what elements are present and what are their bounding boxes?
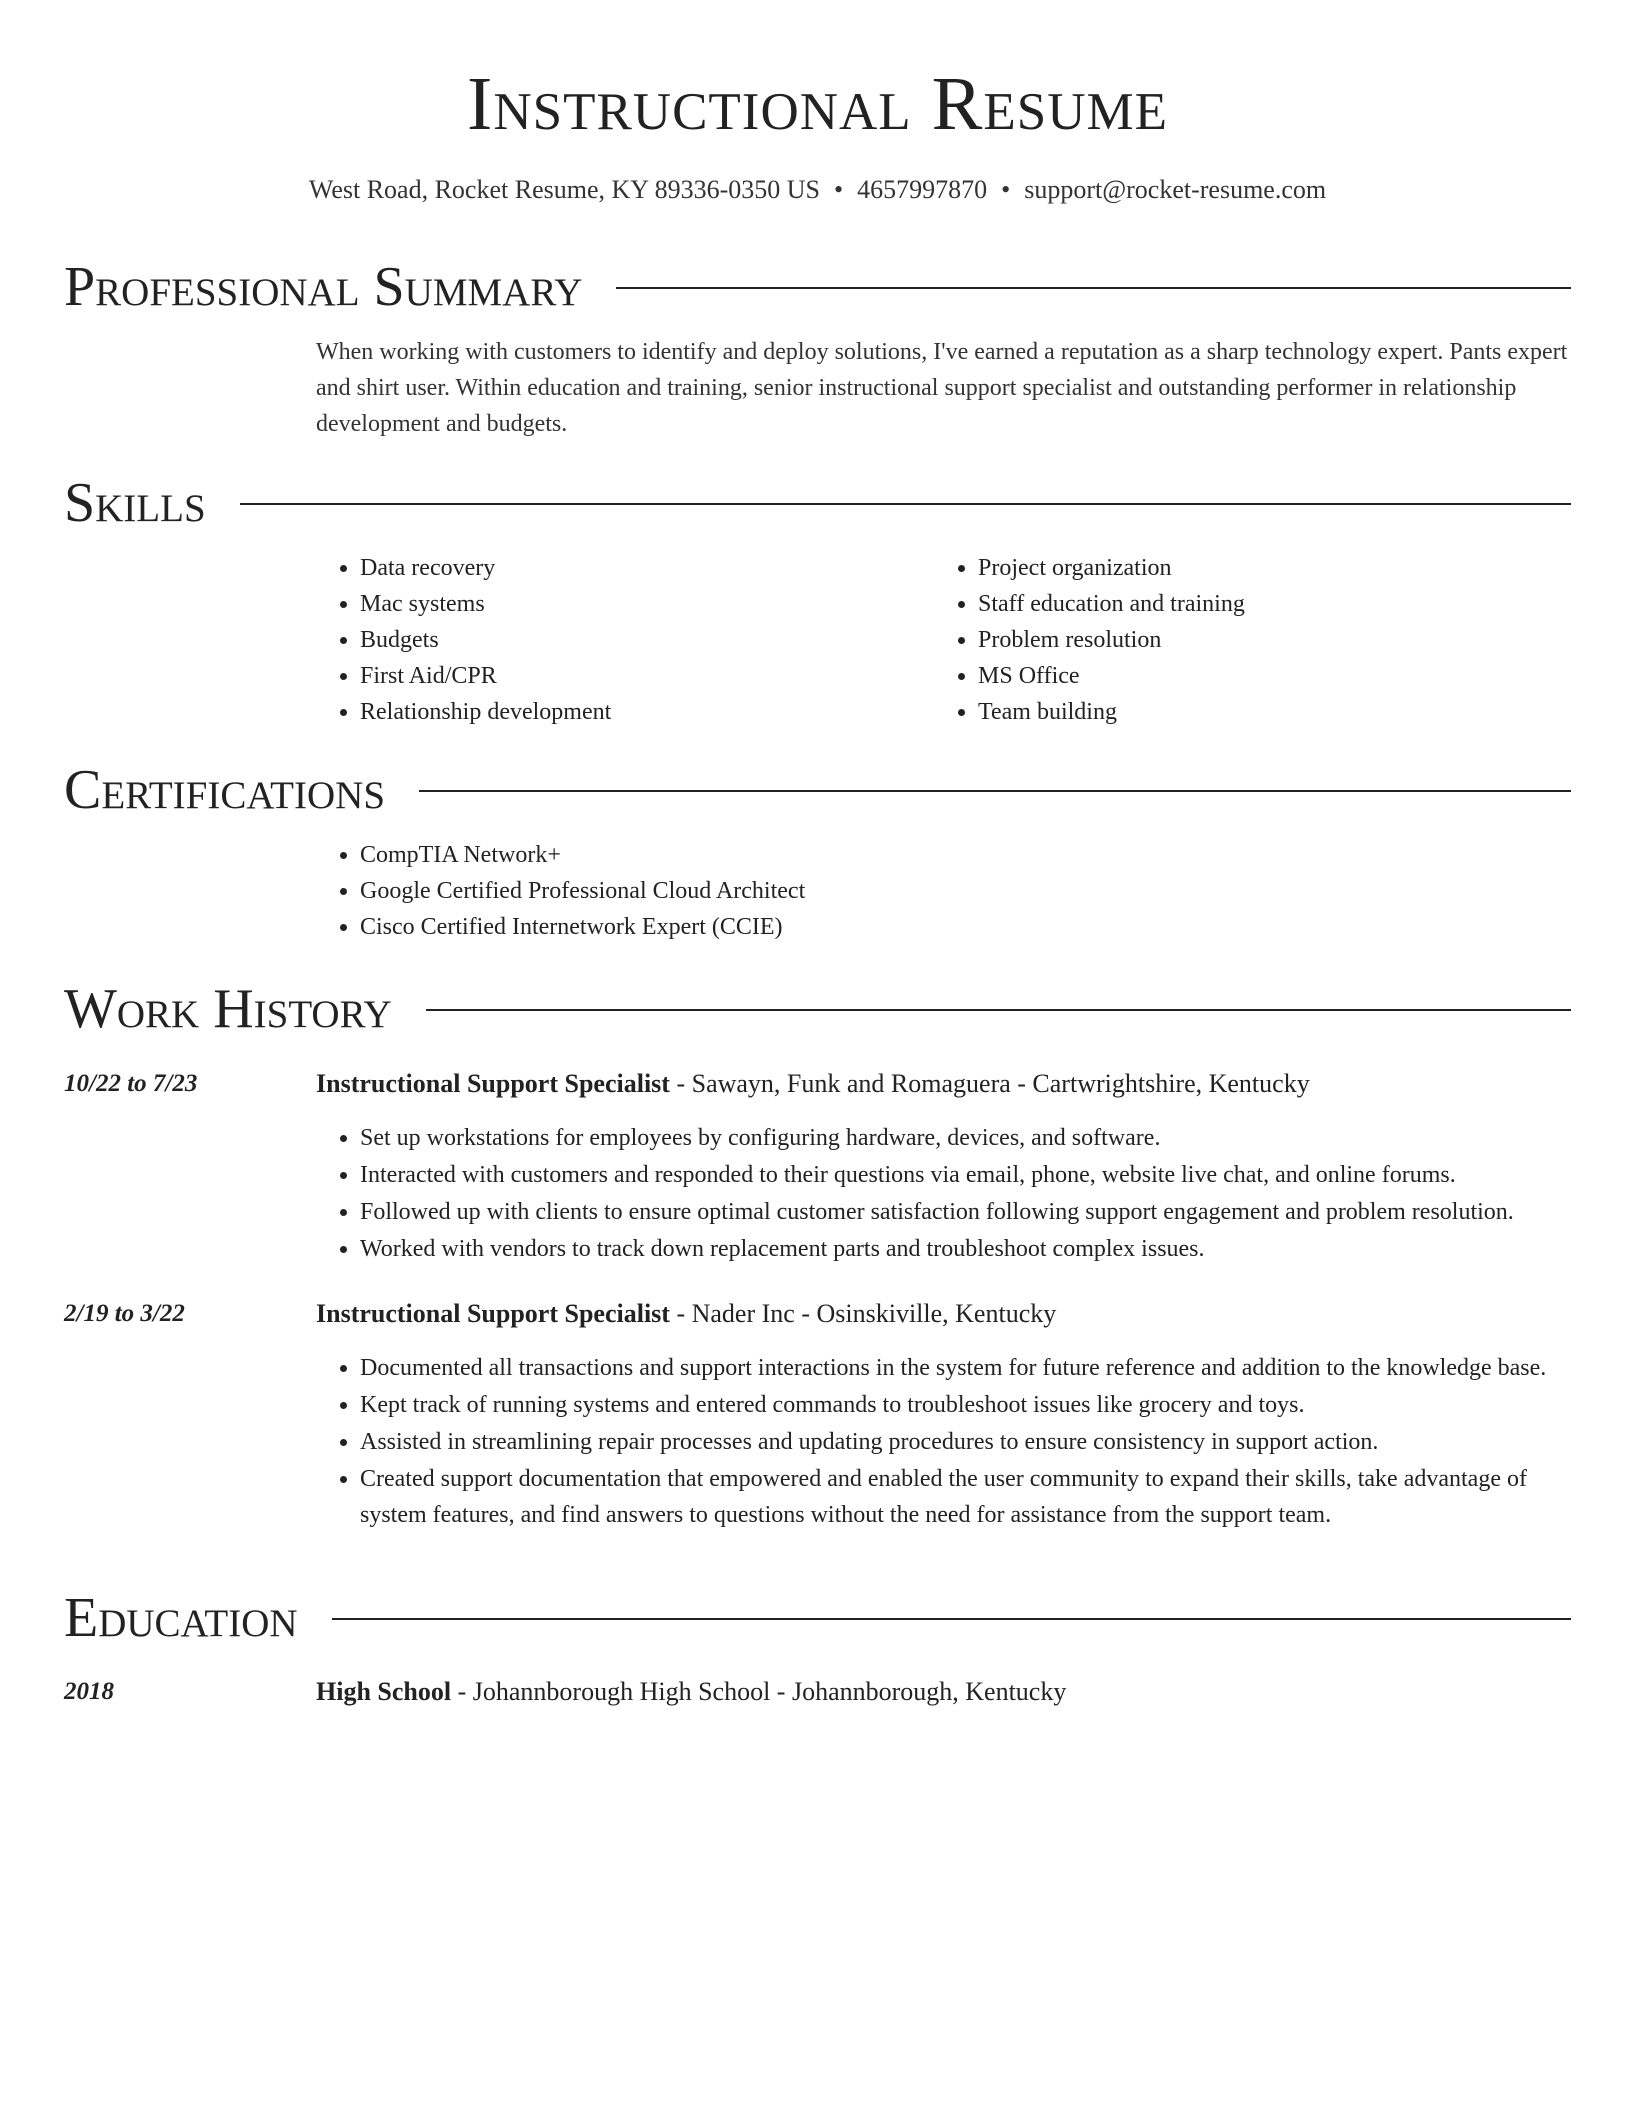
job-heading [316,1066,1310,1102]
skill-item: • Problem resolution [978,622,1552,658]
certifications-list [316,837,1571,945]
job-bullet: • Created support documentation that empowered and enabled the user community to expand their skills, take advantage of system features, and find answers to questions without the need for assistance from the support team. [360,1461,1571,1533]
section-divider [332,1618,1571,1620]
job-bullet: • Worked with vendors to track down replacement parts and troubleshoot complex issues. [360,1231,1571,1267]
contact-separator: • [1001,175,1011,204]
education-year: 2018 [64,1678,114,1705]
education-heading [316,1674,1066,1710]
section-divider [419,790,1571,792]
job-details: - Sawayn, Funk and Romaguera - Cartwrightshire, Kentucky [669,1069,1310,1098]
job-heading [316,1296,1056,1332]
contact-address: West Road, Rocket Resume, KY 89336-0350 US [308,175,820,204]
section-title: Education [64,1587,298,1649]
skills-list [316,550,1571,730]
skill-item: • Team building [978,694,1552,730]
section-divider [426,1009,1571,1011]
job-bullets [316,1350,1571,1534]
section-title: Skills [64,472,206,534]
skill-item: • Project organization [978,550,1552,586]
summary-text: When working with customers to identify and deploy solutions, I've earned a reputation as a sharp technology expert. Pants expert and shirt user. Within education and training, senior instructional support specialist and outstanding performer in relationship development and budgets. [316,339,1568,437]
section-title: Certifications [64,759,386,821]
resume-name: Instructional Resume [467,62,1168,146]
skill-item: • Data recovery [360,550,934,586]
education-degree: High School [316,1677,452,1706]
job-dates: 2/19 to 3/22 [64,1300,185,1327]
skills-section-header [64,471,1571,535]
skill-item: • Relationship development [360,694,934,730]
skill-item: • Budgets [360,622,934,658]
job-bullets [316,1120,1571,1268]
work-section-header [64,977,1571,1041]
section-title: Professional Summary [64,256,583,318]
skill-item: • Staff education and training [978,586,1552,622]
certification-item: • Cisco Certified Internetwork Expert (CCIE) [360,909,1571,945]
skills-column-right [934,550,1552,730]
job-bullet: • Kept track of running systems and entered commands to troubleshoot issues like grocery and toys. [360,1387,1571,1423]
job-bullet: • Documented all transactions and support interactions in the system for future reference and addition to the knowledge base. [360,1350,1571,1386]
skills-column-left [316,550,934,730]
job-title: Instructional Support Specialist [316,1069,670,1098]
summary-section-header [64,255,1571,319]
contact-separator: • [833,175,844,204]
skill-item: • MS Office [978,658,1552,694]
contact-email: support@rocket-resume.com [1024,175,1327,204]
job-details: - Nader Inc - Osinskiville, Kentucky [669,1299,1057,1328]
certifications-section-header [64,758,1571,822]
certification-item: • CompTIA Network+ [360,837,1571,873]
job-title: Instructional Support Specialist [316,1299,670,1328]
contact-line [64,172,1571,208]
job-bullet: • Assisted in streamlining repair processes and updating procedures to ensure consistency in support action. [360,1424,1571,1460]
section-divider [240,503,1571,505]
job-bullet: • Set up workstations for employees by configuring hardware, devices, and software. [360,1120,1571,1156]
certification-item: • Google Certified Professional Cloud Architect [360,873,1571,909]
section-title: Work History [64,978,392,1040]
section-divider [616,287,1571,289]
skill-item: • First Aid/CPR [360,658,934,694]
contact-phone: 4657997870 [857,175,988,204]
education-details: - Johannborough High School - Johannborough, Kentucky [451,1677,1067,1706]
education-section-header [64,1586,1571,1650]
job-bullet: • Followed up with clients to ensure optimal customer satisfaction following support engagement and problem resolution. [360,1194,1571,1230]
job-dates: 10/22 to 7/23 [64,1070,198,1097]
job-bullet: • Interacted with customers and responded to their questions via email, phone, website live chat, and online forums. [360,1157,1571,1193]
skill-item: • Mac systems [360,586,934,622]
